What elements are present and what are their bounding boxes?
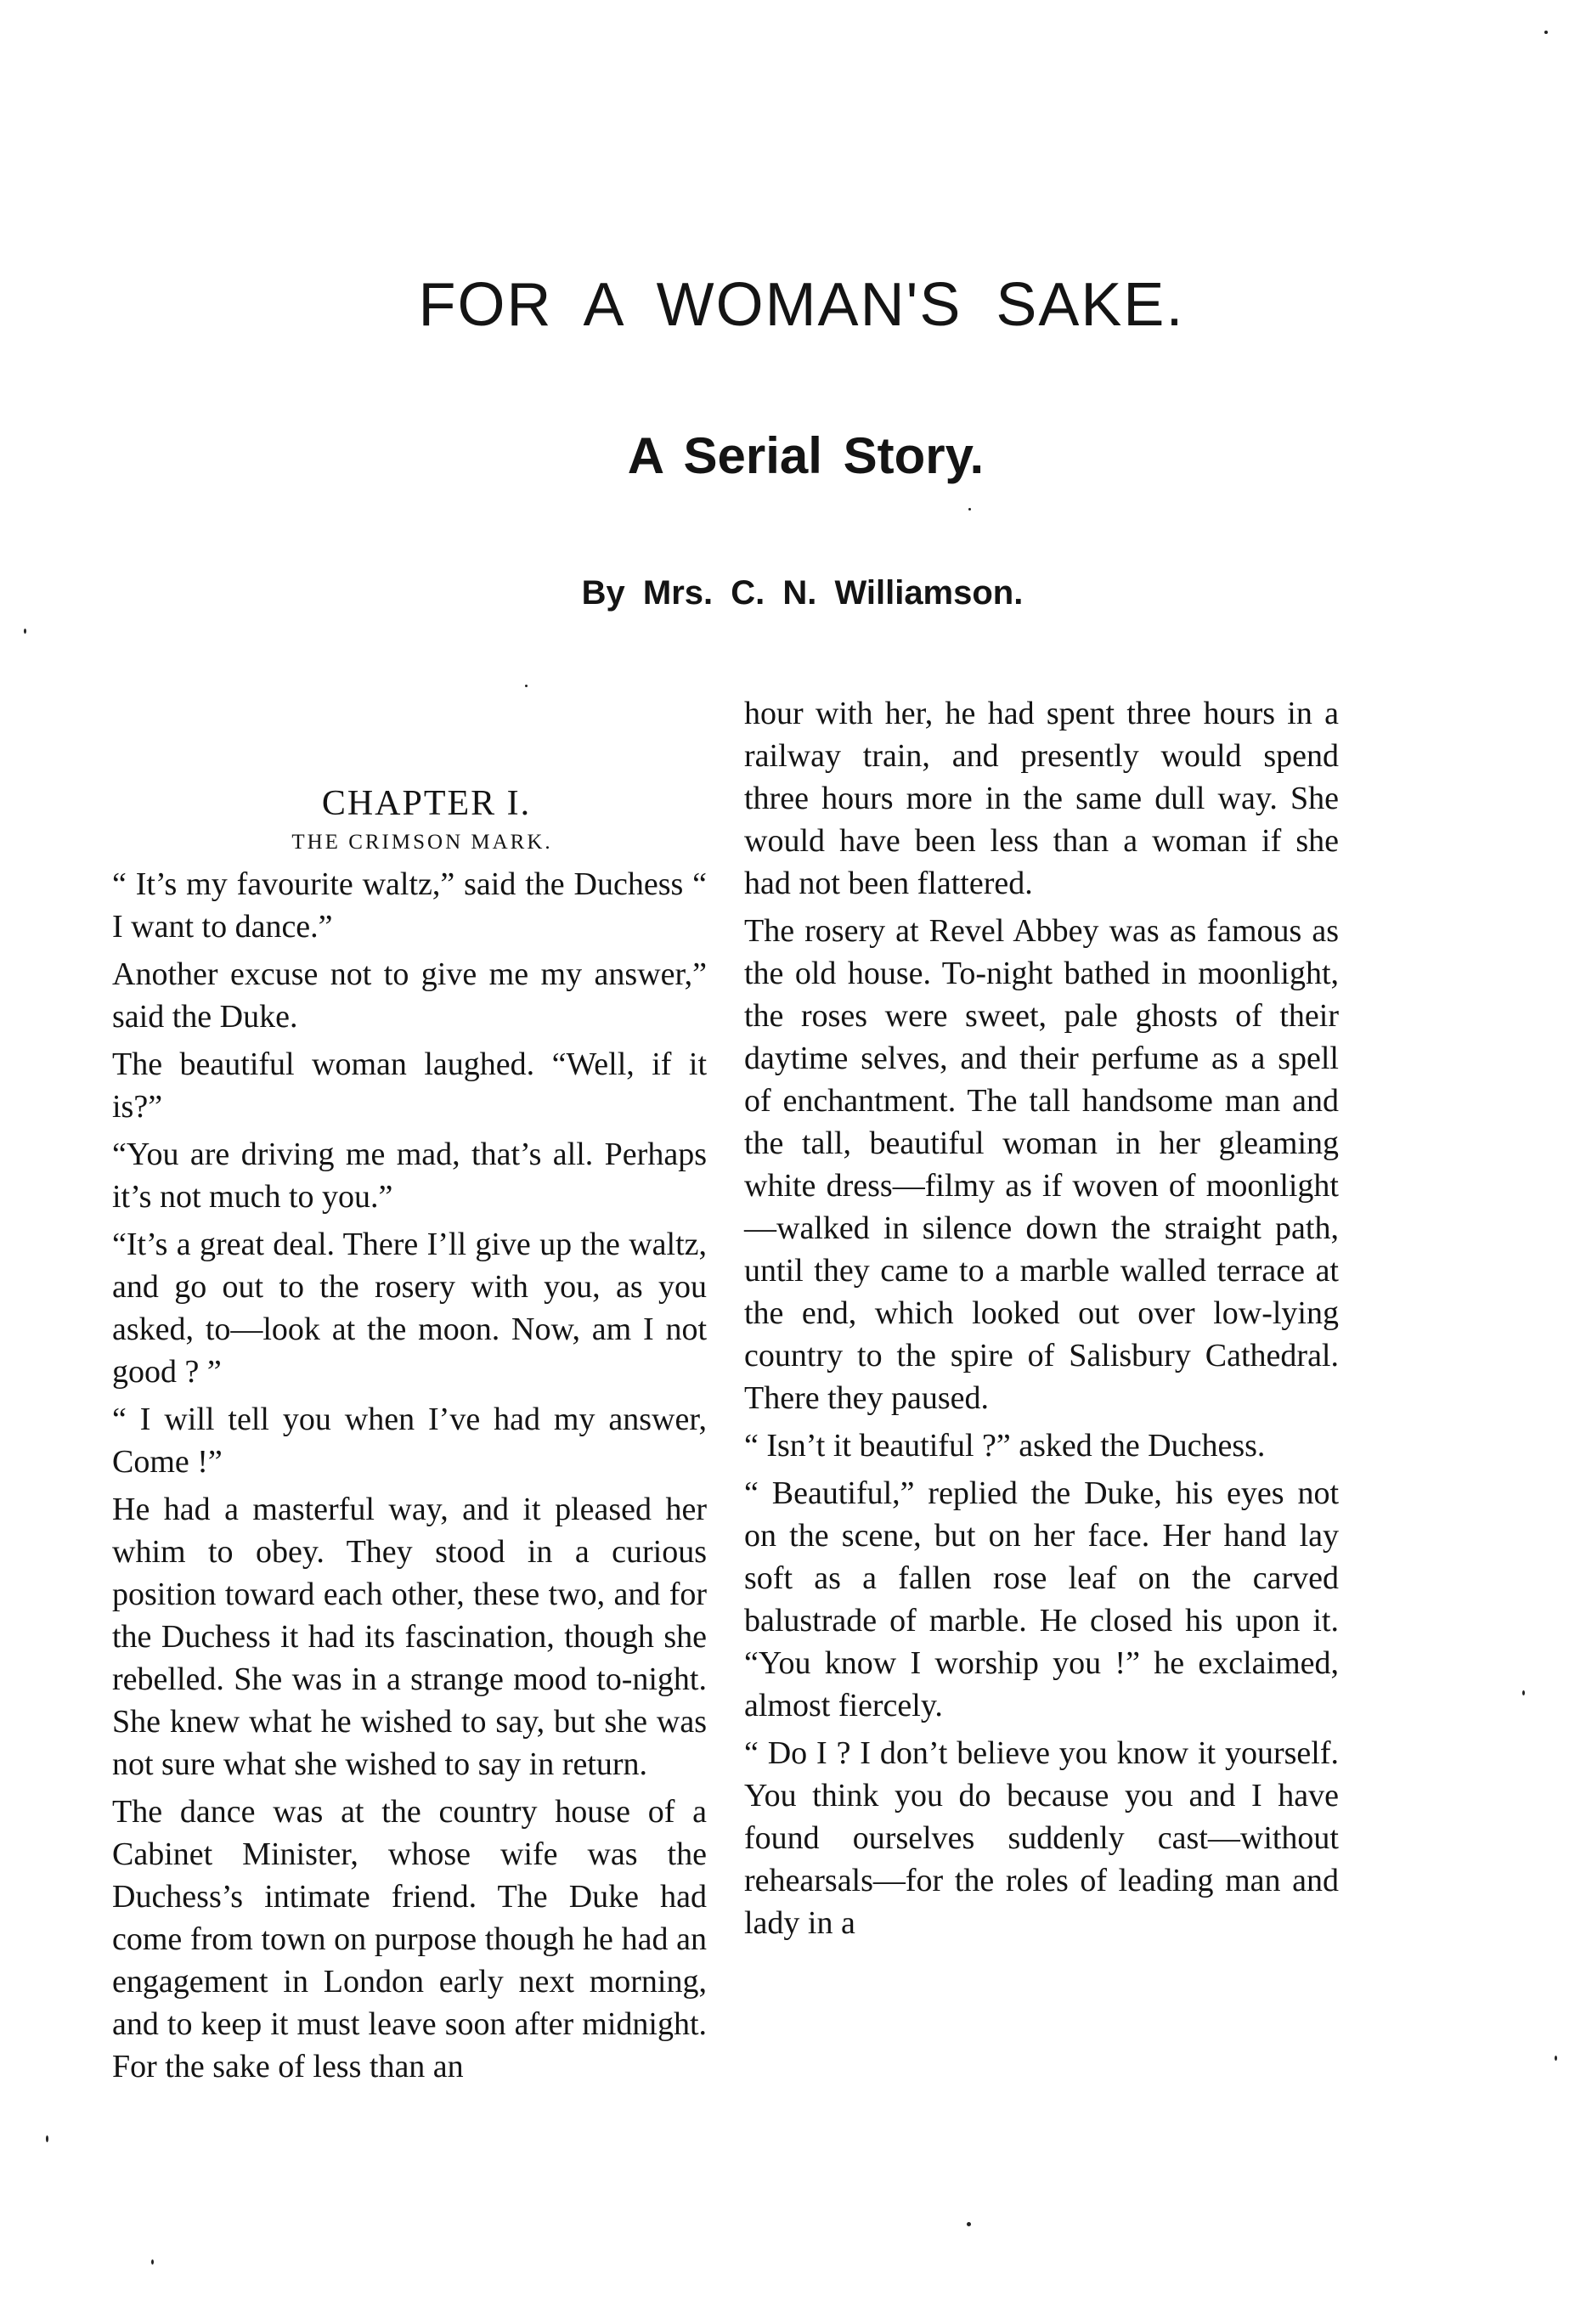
print-speck [967, 2222, 971, 2226]
article-subtitle: A Serial Story. [627, 427, 985, 484]
paragraph: “ Do I ? I don’t believe you know it yourself. You think you do because you and I have found ourselves suddenly cast—without rehearsals—for the roles of leading man and lady in a [744, 1735, 1339, 1941]
paragraph: The rosery at Revel Abbey was as famous as the old house. To-night bathed in moonlight, the roses were sweet, pale ghosts of their daytime selves, and their perfume as a spell of enchantment. The tall handsome man and the tall, beautiful woman in her gleaming white dress—filmy as if woven of moonlight—walked in silence down the straight path, until they came to a marble walled terrace at the end, which looked out over low-lying country to the spire of Salisbury Cathedral. There they paused. [744, 913, 1339, 1416]
article-title: FOR A WOMAN'S SAKE. [418, 271, 1185, 339]
print-speck [24, 629, 26, 634]
paragraph: “ It’s my favourite waltz,” said the Duchess “ I want to dance.” [112, 866, 707, 945]
print-speck [1522, 1690, 1525, 1695]
paragraph: hour with her, he had spent three hours in a railway train, and presently would spend three hours more in the same dull way. She would have been less than a woman if she had not been flattered. [744, 696, 1339, 901]
right-column [744, 692, 1339, 1949]
article-byline: By Mrs. C. N. Williamson. [581, 574, 1024, 612]
paragraph: The beautiful woman laughed. “Well, if it is?” [112, 1046, 707, 1125]
chapter-heading: CHAPTER I. [321, 784, 532, 823]
print-speck [525, 685, 528, 687]
paragraph: “ Isn’t it beautiful ?” asked the Duchess. [744, 1428, 1266, 1464]
print-speck [1544, 31, 1548, 34]
left-column [112, 781, 707, 2093]
paragraph: The dance was at the country house of a Cabinet Minister, whose wife was the Duchess’s intimate friend. The Duke had come from town on purpose though he had an engagement in London early next morning, and to keep it must leave soon after midnight. For the sake of less than an [112, 1794, 707, 2084]
print-speck [1555, 2056, 1557, 2061]
paragraph: “It’s a great deal. There I’ll give up the waltz, and go out to the rosery with you, as you asked, to—look at the moon. Now, am I not good ? ” [112, 1227, 707, 1390]
print-speck [151, 2259, 154, 2265]
print-speck [968, 508, 971, 510]
paragraph: He had a masterful way, and it pleased her whim to obey. They stood in a curious position toward each other, these two, and for the Duchess it had its fascination, though she rebelled. She was in a strange mood to-night. She knew what he wished to say, but she was not sure what she wished to say in return. [112, 1492, 707, 1782]
paragraph: “ I will tell you when I’ve had my answer, Come !” [112, 1402, 707, 1480]
chapter-subheading: THE CRIMSON MARK. [291, 831, 553, 854]
paragraph: Another excuse not to give me my answer,” said the Duke. [112, 956, 707, 1035]
print-speck [46, 2135, 48, 2142]
paragraph: “You are driving me mad, that’s all. Perhaps it’s not much to you.” [112, 1137, 707, 1215]
paragraph: “ Beautiful,” replied the Duke, his eyes not on the scene, but on her face. Her hand lay soft as a fallen rose leaf on the carved balustrade of marble. He closed his upon it. “You know I worship you !” he exclaimed, almost fiercely. [744, 1475, 1339, 1723]
